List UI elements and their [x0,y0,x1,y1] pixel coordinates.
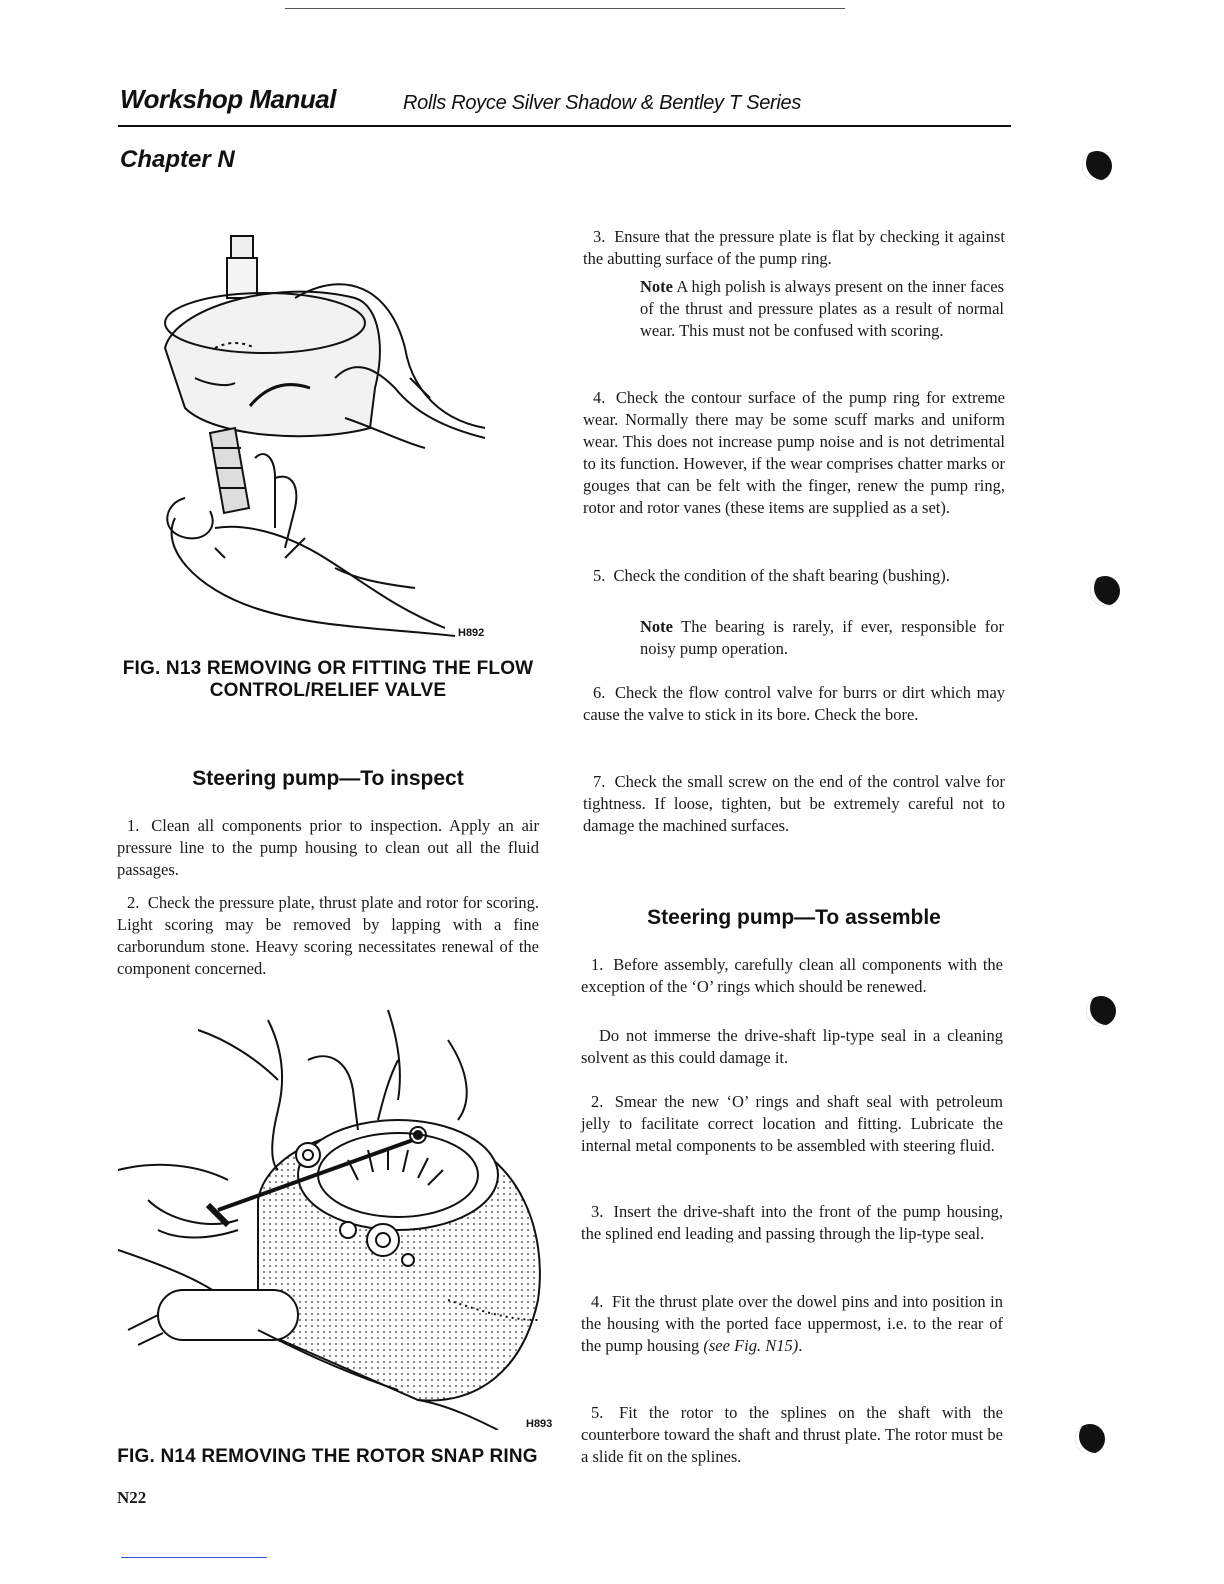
figure-reference: (see Fig. N15) [703,1336,799,1355]
step-number: 7. [593,772,606,791]
step-text: Check the small screw on the end of the control valve for tightness. If loose, tighten, but be extremely careful not to damage the machined surfaces. [583,772,1005,835]
header-rule [118,125,1011,127]
figure-code: H893 [526,1418,553,1430]
step-text: Do not immerse the drive-shaft lip-type seal in a cleaning solvent as this could damage it. [581,1026,1003,1067]
note-label: Note [640,617,673,636]
flow-control-valve-illustration [155,228,495,648]
chapter-title: Chapter N [120,146,235,173]
binder-hole-icon [1075,1424,1105,1454]
step-number: 4. [591,1292,604,1311]
step-text: Smear the new ‘O’ rings and shaft seal with petroleum jelly to facilitate correct location and fitting. Lubricate the internal metal components to be assembled with steering fluid. [581,1092,1003,1155]
step-number: 5. [591,1403,604,1422]
step-text: Fit the rotor to the splines on the shaft with the counterbore toward the shaft and thrust plate. The rotor must be a slide fit on the splines. [581,1403,1003,1466]
assemble-step-2 [581,1091,1003,1157]
step-text: Clean all components prior to inspection. Apply an air pressure line to the pump housing to clean out all the fluid passages. [117,816,539,879]
assemble-step-1 [581,954,1003,998]
step-number: 1. [127,816,140,835]
manual-title: Workshop Manual [120,84,336,114]
step-text: Check the contour surface of the pump ring for extreme wear. Normally there may be some scuff marks and uniform wear. This does not increase pump noise and is not detrimental to its function. However, if the wear comprises chatter marks or gouges that can be felt with the finger, renew the pump ring, rotor and rotor vanes (these items are supplied as a set). [583,388,1005,517]
note-label: Note [640,277,673,296]
figure-code: H892 [458,627,485,639]
step-number: 2. [591,1092,604,1111]
inspect-heading: Steering pump—To inspect [192,767,464,790]
inspect-step-6 [583,682,1005,726]
assemble-step-1-caution [581,1025,1003,1069]
bottom-scan-line [121,1557,267,1558]
inspect-step-2 [117,892,539,980]
step-number: 4. [593,388,606,407]
binder-hole-icon [1086,996,1116,1026]
inspect-step-4 [583,387,1005,519]
rotor-snap-ring-illustration [118,1000,558,1430]
page-number: N22 [117,1488,147,1507]
assemble-heading: Steering pump—To assemble [647,906,941,929]
note-bearing [640,616,1004,660]
top-scan-line [285,8,845,9]
figure-n13-caption: FIG. N13 REMOVING OR FITTING THE FLOW CONTROL/RELIEF VALVE [122,658,534,701]
assemble-step-5 [581,1402,1003,1468]
step-text: Check the condition of the shaft bearing (bushing). [613,566,950,585]
assemble-step-3 [581,1201,1003,1245]
step-text: Check the flow control valve for burrs or dirt which may cause the valve to stick in its bore. Check the bore. [583,683,1006,724]
step-text: Insert the drive-shaft into the front of the pump housing, the splined end leading and passing through the lip-type seal. [581,1202,1004,1243]
step-number: 3. [591,1202,604,1221]
step-number: 5. [593,566,606,585]
binder-hole-icon [1090,576,1120,606]
step-text: Fit the thrust plate over the dowel pins and into position in the housing with the ported face uppermost, i.e. to the rear of the pump housing [581,1292,1003,1355]
vehicle-subtitle: Rolls Royce Silver Shadow & Bentley T Series [403,92,802,114]
inspect-step-7 [583,771,1005,837]
step-text-end: . [798,1336,803,1355]
step-number: 3. [593,227,606,246]
step-text: Before assembly, carefully clean all components with the exception of the ‘O’ rings which should be renewed. [581,955,1003,996]
assemble-step-4 [581,1291,1003,1357]
step-number: 2. [127,893,140,912]
figure-n14-caption: FIG. N14 REMOVING THE ROTOR SNAP RING [117,1446,538,1467]
binder-hole-icon [1082,151,1112,181]
step-text: Check the pressure plate, thrust plate and rotor for scoring. Light scoring may be removed by lapping with a fine carborundum stone. Heavy scoring necessitates renewal of the component concerned. [117,893,539,978]
note-text: The bearing is rarely, if ever, responsible for noisy pump operation. [640,617,1005,658]
note-text: A high polish is always present on the inner faces of the thrust and pressure plates as a result of normal wear. This must not be confused with scoring. [640,277,1004,340]
step-text: Ensure that the pressure plate is flat by checking it against the abutting surface of the pump ring. [583,227,1005,268]
inspect-step-1 [117,815,539,881]
inspect-step-5 [583,565,1005,587]
inspect-step-3 [583,226,1005,270]
note-polish [640,276,1004,342]
step-number: 6. [593,683,606,702]
step-number: 1. [591,955,604,974]
